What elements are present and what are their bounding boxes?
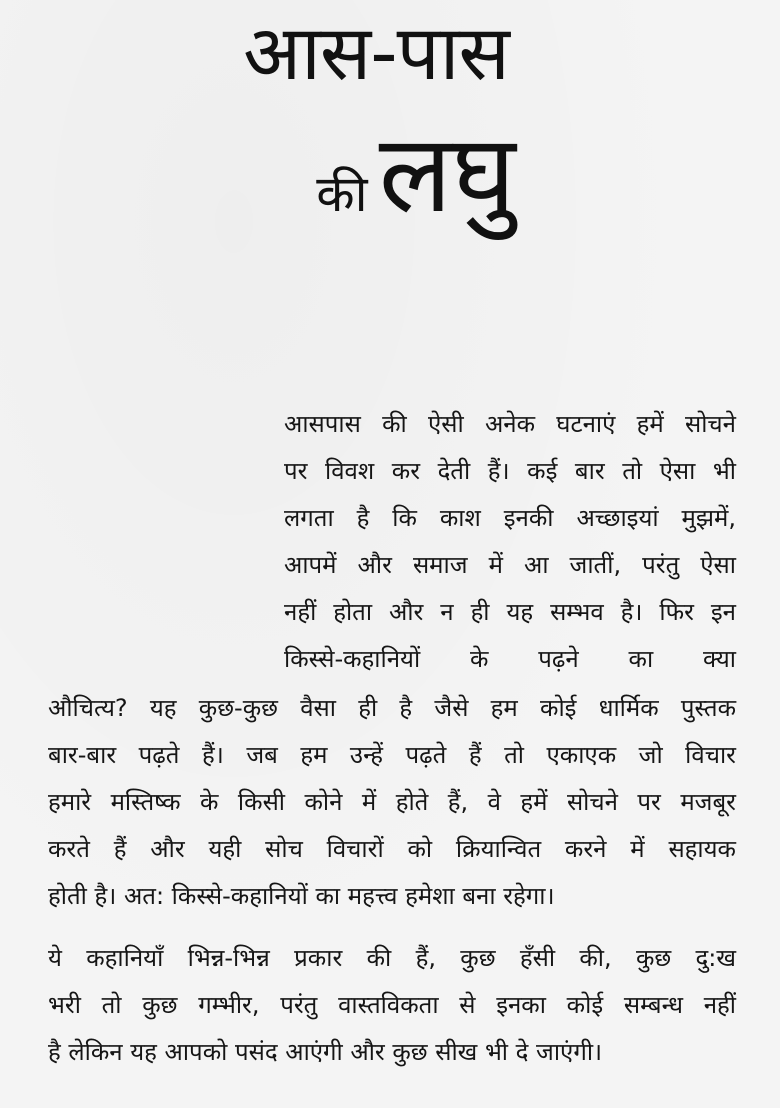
page-title-line-2 <box>296 96 536 243</box>
text-line: है लेकिन यह आपको पसंद आएंगी और कुछ सीख भी दे जाएंगी। <box>48 1038 603 1066</box>
text-line: आपमें और समाज में आ जातीं, परंतु ऐसा <box>284 551 736 579</box>
text-line: ये कहानियाँ भिन्न-भिन्न प्रकार की हैं, कुछ हँसी की, कुछ दु:ख <box>48 944 736 972</box>
text-line: लगता है कि काश इनकी अच्छाइयां मुझमें, <box>284 504 736 532</box>
page-title-line-1: आस-पास <box>243 8 509 97</box>
text-line: नहीं होता और न ही यह सम्भव है। फिर इन <box>284 598 736 626</box>
text-line: किस्से-कहानियों के पढ़ने का क्या <box>284 645 736 673</box>
title-word-small: की <box>316 165 368 223</box>
text-line: होती है। अत: किस्से-कहानियों का महत्त्व हमेशा बना रहेगा। <box>48 882 555 910</box>
text-line: आसपास की ऐसी अनेक घटनाएं हमें सोचने <box>284 410 736 438</box>
text-line: भरी तो कुछ गम्भीर, परंतु वास्तविकता से इनका कोई सम्बन्ध नहीं <box>48 991 736 1019</box>
text-line: करते हैं और यही सोच विचारों को क्रियान्वित करने में सहायक <box>48 835 736 863</box>
text-line: औचित्य? यह कुछ-कुछ वैसा ही है जैसे हम कोई धार्मिक पुस्तक <box>48 694 736 722</box>
text-line: पर विवश कर देती हैं। कई बार तो ऐसा भी <box>284 457 736 485</box>
text-line: बार-बार पढ़ते हैं। जब हम उन्हें पढ़ते हैं तो एकाएक जो विचार <box>48 741 736 769</box>
title-word-big: लघु <box>378 112 516 237</box>
text-line: हमारे मस्तिष्क के किसी कोने में होते हैं, वे हमें सोचने पर मजबूर <box>48 788 736 816</box>
